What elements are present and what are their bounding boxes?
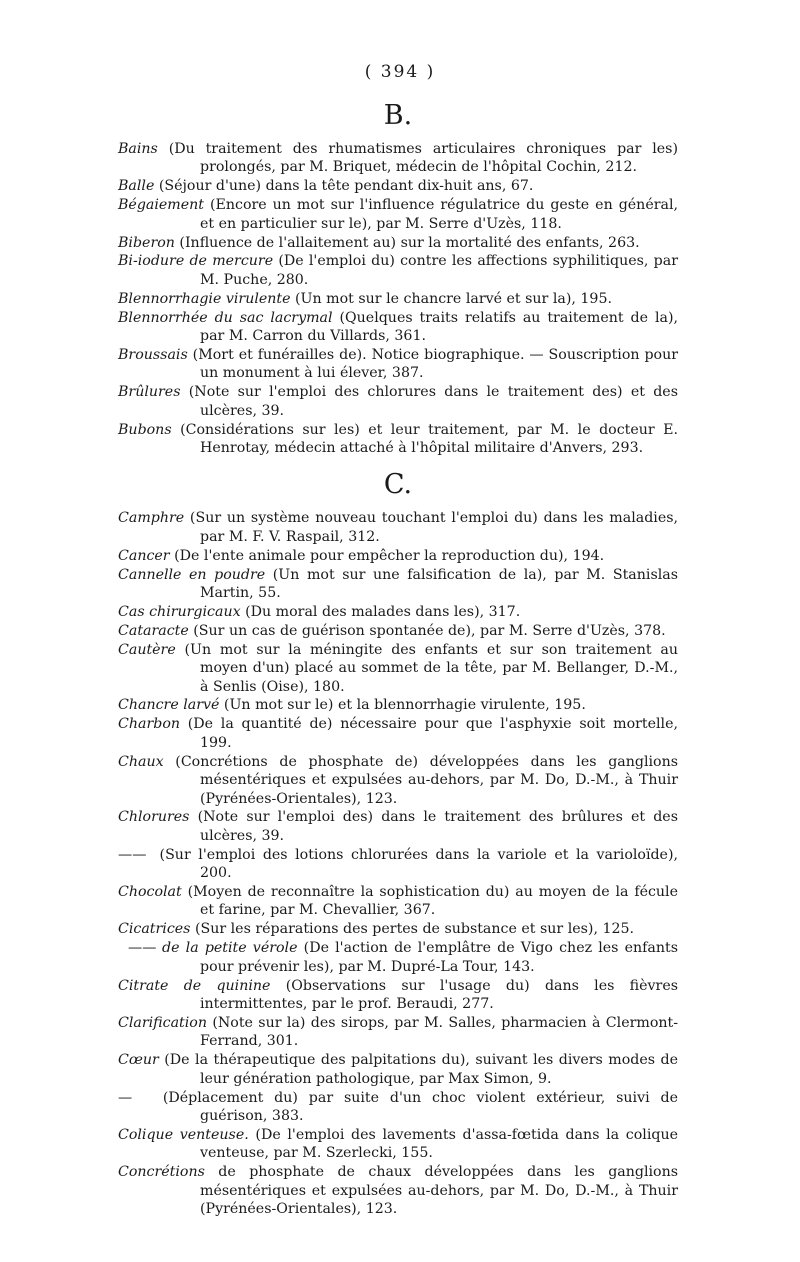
index-entry <box>118 421 678 458</box>
entry-term: Cœur <box>118 1052 159 1069</box>
entry-text: (De l'action de l'emplâtre de Vigo chez les enfants pour prévenir les), par M. Dupré-La Tour, 143. <box>200 940 678 975</box>
entry-text: (De la quantité de) nécessaire pour que l'asphyxie soit mortelle, 199. <box>180 716 678 751</box>
entry-term: Biberon <box>118 234 175 251</box>
entry-text: (De la thérapeutique des palpitations du), suivant les divers modes de leur génération pathologique, par Max Simon, 9. <box>158 1052 678 1087</box>
entry-text: (De l'emploi du) contre les affections syphilitiques, par M. Puche, 280. <box>200 253 678 288</box>
entry-term: Bubons <box>118 421 172 438</box>
entry-text: (Mort et funérailles de). Notice biographique. — Souscription pour un monument à lui élever, 387. <box>187 346 678 382</box>
entry-term: Chancre larvé <box>118 697 220 714</box>
entry-term: Colique venteuse. <box>118 1126 249 1143</box>
index-entry <box>118 566 678 603</box>
entry-text: (De l'emploi des lavements d'assa-fœtida dans la colique venteuse, par M. Szerlecki, 155. <box>200 1126 678 1162</box>
entry-text: (Un mot sur le) et la blennorrhagie virulente, 195. <box>219 697 586 714</box>
index-entry <box>118 603 678 621</box>
entry-text: (De l'ente animale pour empêcher la reproduction du), 194. <box>169 547 605 564</box>
entry-term: de la petite vérole <box>162 940 298 957</box>
index-entry <box>118 715 678 752</box>
entry-text: (Influence de l'allaitement au) sur la mortalité des enfants, 263. <box>174 234 640 251</box>
section-letter: C. <box>383 469 413 501</box>
index-entry <box>118 309 678 346</box>
entry-text: (Du traitement des rhumatismes articulaires chroniques par les) prolongés, par M. Briquet, médecin de l'hôpital Cochin, 212. <box>157 141 678 176</box>
entry-text: (Concrétions de phosphate de) développées dans les ganglions mésentériques et expulsées au-dehors, par M. Do, D.-M., à Thuir (Pyrénées-Orientales), 123. <box>163 753 678 807</box>
index-entry <box>118 939 678 976</box>
entry-term: Citrate de quinine <box>118 977 271 994</box>
index-entry <box>118 140 678 177</box>
index-entry <box>118 1014 678 1051</box>
index-entry <box>118 920 678 938</box>
entry-text: (Sur un système nouveau touchant l'emploi du) dans les maladies, par M. F. V. Raspail, 312. <box>184 510 678 545</box>
entry-term: Bégaiement <box>118 197 204 214</box>
index-entry <box>118 547 678 565</box>
entry-term: Camphre <box>118 510 185 527</box>
entry-term: Cannelle en poudre <box>118 566 266 583</box>
entry-text: (Un mot sur le chancre larvé et sur la), 195. <box>290 290 612 307</box>
index-entry <box>118 383 678 420</box>
entry-text: (Sur les réparations des pertes de substance et sur les), 125. <box>190 921 635 938</box>
entry-text: (Sur un cas de guérison spontanée de), par M. Serre d'Uzès, 378. <box>188 622 666 639</box>
entry-text: (Moyen de reconnaître la sophistication du) au moyen de la fécule et farine, par M. Chevallier, 367. <box>181 884 678 919</box>
entry-term: Cas chirurgicaux <box>118 603 241 620</box>
repeat-dash: —— <box>118 846 147 863</box>
index-entry <box>118 290 678 308</box>
index-entry <box>118 1051 678 1088</box>
entry-text: (Un mot sur une falsification de la), par M. Stanislas Martin, 55. <box>200 566 678 602</box>
entry-text: (Note sur l'emploi des) dans le traitement des brûlures et des ulcères, 39. <box>189 809 678 844</box>
index-entry <box>118 234 678 252</box>
entry-text: (Du moral des malades dans les), 317. <box>240 603 521 620</box>
index-entry <box>118 1126 678 1163</box>
index-entry <box>118 196 678 233</box>
index-entry <box>118 346 678 383</box>
entry-term: Chaux <box>118 753 164 770</box>
index-entry <box>118 177 678 195</box>
entry-term: Cataracte <box>118 622 189 639</box>
index-entry <box>118 509 678 546</box>
index-entry <box>118 1089 678 1126</box>
entry-term: Blennorrhagie virulente <box>118 290 291 307</box>
entry-text: (Quelques traits relatifs au traitement de la), par M. Carron du Villards, 361. <box>200 309 678 345</box>
entry-term: Balle <box>118 178 155 195</box>
entry-term: Clarification <box>118 1014 207 1031</box>
entry-text: (Considérations sur les) et leur traitement, par M. le docteur E. Henrotay, médecin attaché à l'hôpital militaire d'Anvers, 293. <box>171 421 678 456</box>
entry-text: (Séjour d'une) dans la tête pendant dix-huit ans, 67. <box>154 178 534 195</box>
index-content <box>118 96 678 1219</box>
index-entry <box>118 753 678 808</box>
index-entry <box>118 846 678 883</box>
repeat-dash: — <box>118 1089 133 1106</box>
entry-term: Cicatrices <box>118 921 191 938</box>
entry-term: Blennorrhée du sac lacrymal <box>118 309 333 326</box>
entry-text: (Un mot sur la méningite des enfants et sur son traitement au moyen d'un) placé au sommet de la tête, par M. Bellanger, D.-M., à Senlis (Oise), 180. <box>175 641 678 695</box>
section-letter: B. <box>383 100 413 131</box>
entry-term: Concrétions <box>118 1164 205 1181</box>
index-entry <box>118 1163 678 1218</box>
entry-term: Broussais <box>118 346 188 363</box>
entry-term: Cautère <box>118 641 176 658</box>
index-entry <box>118 696 678 714</box>
page-number: ( 394 ) <box>364 62 436 82</box>
entry-term: Charbon <box>118 716 180 733</box>
index-entry <box>118 883 678 920</box>
entry-term: Bains <box>118 141 158 157</box>
entry-term: Chocolat <box>118 884 182 901</box>
entry-text: de phosphate de chaux développées dans les ganglions mésentériques et expulsées au-dehors, par M. Do, D.-M., à Thuir (Pyrénées-Orientales), 123. <box>200 1164 678 1217</box>
entry-text: (Déplacement du) par suite d'un choc violent extérieur, suivi de guérison, 383. <box>152 1089 678 1124</box>
index-entry <box>118 252 678 289</box>
entry-text: (Sur l'emploi des lotions chlorurées dans la variole et la varioloïde), 200. <box>152 846 678 882</box>
index-entry <box>118 977 678 1014</box>
entry-text: (Observations sur l'usage du) dans les fièvres intermittentes, par le prof. Beraudi, 277. <box>200 977 678 1012</box>
entry-term: Brûlures <box>118 384 181 401</box>
entry-text: (Encore un mot sur l'influence régulatrice du geste en général, et en particulier sur le), par M. Serre d'Uzès, 118. <box>200 197 678 232</box>
entry-term: Cancer <box>118 547 170 564</box>
index-entry <box>118 641 678 696</box>
repeat-dash: —— <box>128 940 157 957</box>
entry-text: (Note sur l'emploi des chlorures dans le traitement des) et des ulcères, 39. <box>180 384 678 419</box>
entry-term: Bi-iodure de mercure <box>118 253 274 270</box>
entry-term: Chlorures <box>118 809 190 826</box>
entry-text: (Note sur la) des sirops, par M. Salles, pharmacien à Clermont-Ferrand, 301. <box>200 1014 678 1050</box>
index-entry <box>118 808 678 845</box>
index-entry <box>118 622 678 640</box>
